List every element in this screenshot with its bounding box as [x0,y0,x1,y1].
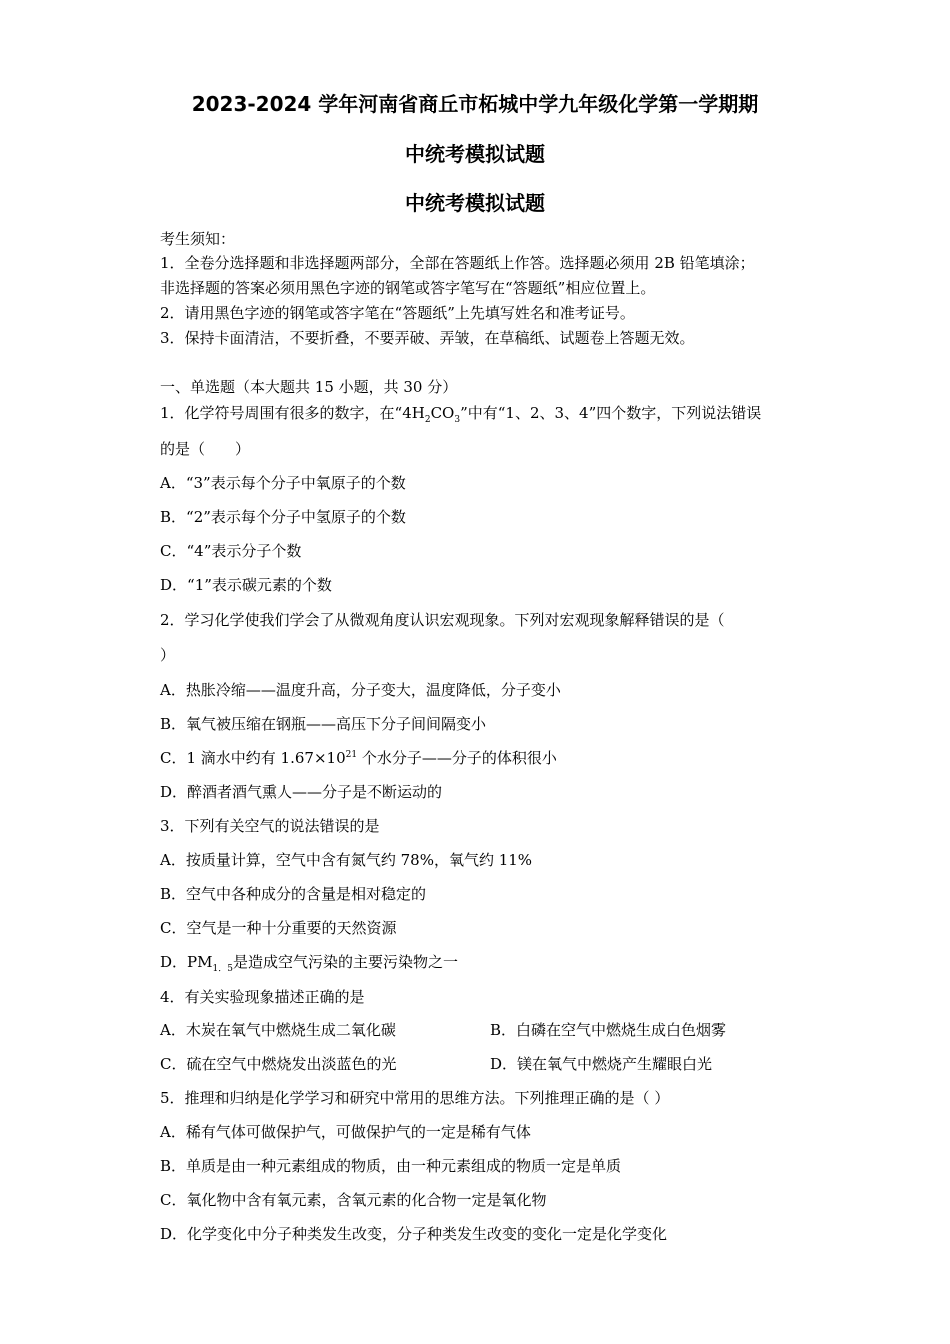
q4-option-b: B．白磷在空气中燃烧生成白色烟雾 [490,1021,727,1039]
q3-option-c: C．空气是一种十分重要的天然资源 [160,919,397,937]
q2-option-c: C．1 滴水中约有 $1.67\times 10^{21}$ 个水分子——分子的体积很小 [160,749,557,767]
q1-stem-cont: 的是（ ） [160,440,251,458]
q1-stem: 1．化学符号周围有很多的数字，在“$4H_2CO_3$”中有“1、2、3、4”四个数字，下列说法错误 [160,404,762,425]
q3-stem: 3．下列有关空气的说法错误的是 [160,817,380,835]
exam-title-line3: 中统考模拟试题 [405,191,545,215]
q4-option-d: D．镁在氧气中燃烧产生耀眼白光 [490,1055,713,1073]
q5-option-a: A．稀有气体可做保护气，可做保护气的一定是稀有气体 [160,1123,531,1141]
notice-item-1a: 1．全卷分选择题和非选择题两部分，全部在答题纸上作答。选择题必须用 2B 铅笔填涂； [160,254,755,272]
q3-option-d: D．$PM_{1.5}$是造成空气污染的主要污染物之一 [160,953,458,974]
q2-option-d: D．醉酒者酒气熏人——分子是不断运动的 [160,783,443,801]
notice-item-1b: 非选择题的答案必须用黑色字迹的钢笔或答字笔写在“答题纸”相应位置上。 [160,279,656,297]
section-heading: 一、单选题（本大题共 15 小题，共 30 分） [160,378,458,396]
q4-option-c: C．硫在空气中燃烧发出淡蓝色的光 [160,1055,397,1073]
q3-option-a: A．按质量计算，空气中含有氮气约 78%，氧气约 11% [160,851,533,869]
exam-title-line1: 2023-2024 学年河南省商丘市柘城中学九年级化学第一学期期 [191,92,759,116]
q1-option-b: B．“2”表示每个分子中氢原子的个数 [160,508,406,526]
q4-option-a: A．木炭在氧气中燃烧生成二氧化碳 [160,1021,396,1039]
exam-title-line2: 中统考模拟试题 [405,142,545,166]
q1-option-a: A．“3”表示每个分子中氧原子的个数 [160,474,406,492]
q5-option-b: B．单质是由一种元素组成的物质，由一种元素组成的物质一定是单质 [160,1157,622,1175]
notice-item-2: 2．请用黑色字迹的钢笔或答字笔在“答题纸”上先填写姓名和准考证号。 [160,304,635,322]
q2-option-b: B．氧气被压缩在钢瓶——高压下分子间间隔变小 [160,715,487,733]
q2-option-a: A．热胀冷缩——温度升高，分子变大，温度降低，分子变小 [160,681,561,699]
notice-item-3: 3．保持卡面清洁，不要折叠，不要弄破、弄皱，在草稿纸、试题卷上答题无效。 [160,329,695,347]
q5-stem: 5．推理和归纳是化学学习和研究中常用的思维方法。下列推理正确的是（ ） [160,1089,670,1107]
q5-option-d: D．化学变化中分子种类发生改变，分子种类发生改变的变化一定是化学变化 [160,1225,668,1243]
q5-option-c: C．氧化物中含有氧元素，含氧元素的化合物一定是氧化物 [160,1191,547,1209]
q2-stem: 2．学习化学使我们学会了从微观角度认识宏观现象。下列对宏观现象解释错误的是（ [160,611,725,629]
q3-option-b: B．空气中各种成分的含量是相对稳定的 [160,885,427,903]
q2-stem-cont: ） [160,646,176,664]
q1-option-d: D．“1”表示碳元素的个数 [160,576,332,594]
notice-heading: 考生须知： [160,230,236,248]
q4-stem: 4．有关实验现象描述正确的是 [160,988,365,1006]
q1-option-c: C．“4”表示分子个数 [160,542,302,560]
